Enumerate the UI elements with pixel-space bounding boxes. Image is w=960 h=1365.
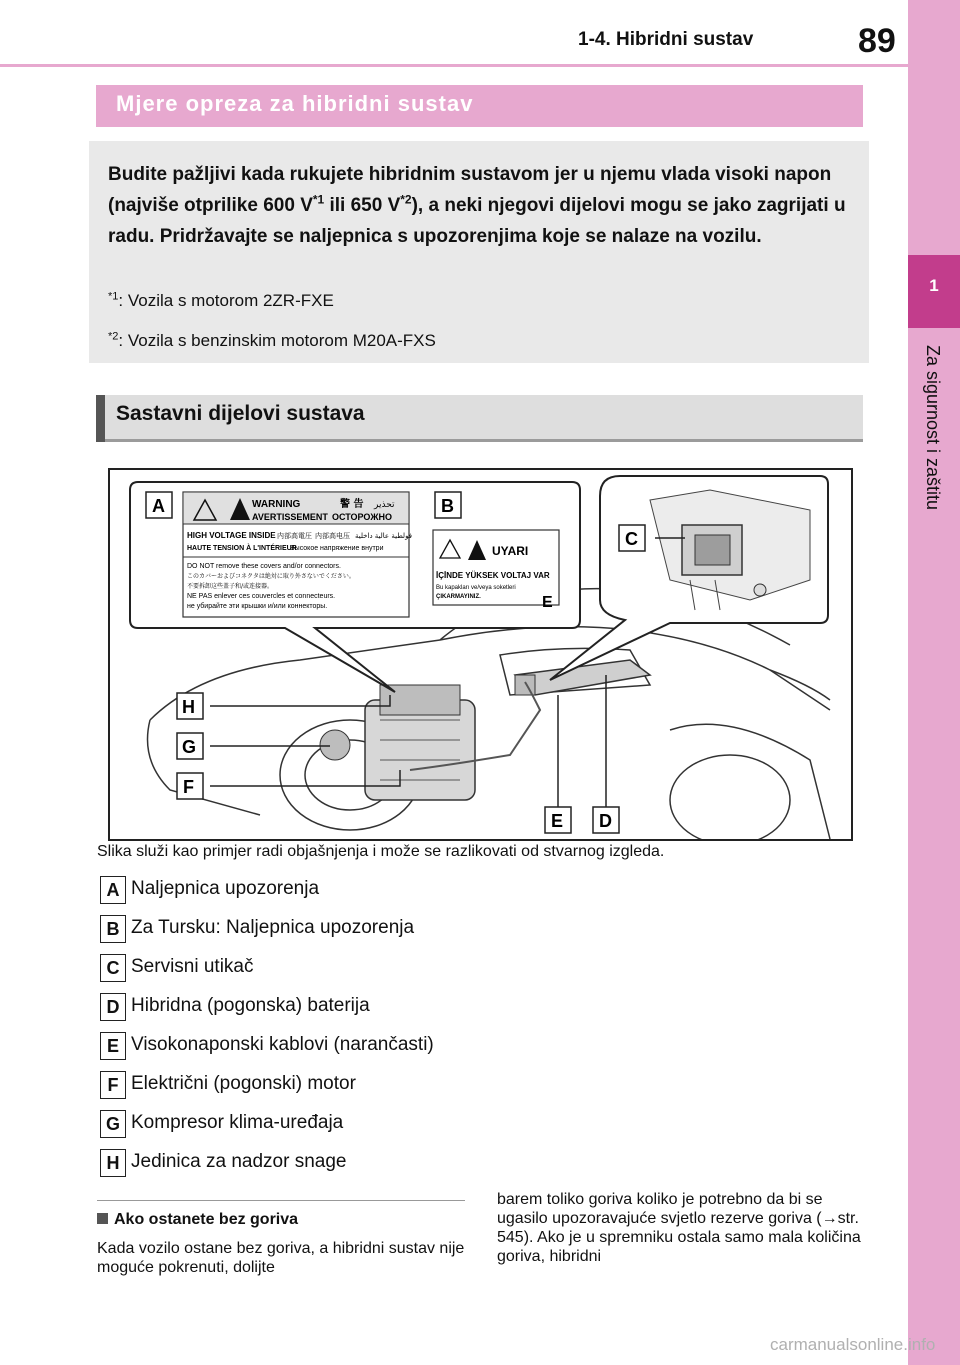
callout-b: B: [441, 496, 454, 516]
running-header: 1-4. Hibridni sustav: [578, 29, 754, 50]
fuel-text-left: Kada vozilo ostane bez goriva, a hibridni sustav nije moguće pokrenuti, dolijte: [97, 1240, 465, 1276]
section-heading-text: Sastavni dijelovi sustava: [116, 402, 365, 425]
svg-text:فولطية عالية داخلية: فولطية عالية داخلية: [355, 532, 413, 540]
header-rule: [0, 64, 908, 67]
callout-g: G: [182, 737, 197, 757]
page-ref-arrow-icon: →: [821, 1210, 838, 1227]
legend-text: Hibridna (pogonska) baterija: [131, 995, 370, 1016]
footnote-1: $^{*1}$: Vozila s motorom 2ZR-FXE: [108, 290, 334, 310]
svg-text:не убирайте эти крышки и/или к: не убирайте эти крышки и/или коннекторы.: [187, 603, 328, 610]
svg-text:İÇİNDE YÜKSEK VOLTAJ VAR: İÇİNDE YÜKSEK VOLTAJ VAR: [436, 571, 550, 580]
legend-letter: E: [100, 1032, 126, 1060]
legend-text: Kompresor klima-uređaja: [131, 1112, 344, 1133]
legend-text: Naljepnica upozorenja: [131, 878, 320, 899]
fuel-text-right: barem toliko goriva koliko je potrebno da bi se ugasilo upozoravajuće svjetlo rezerve goriva (→str. 545). Ako je u spremniku ostala samo mala količina goriva, hibridni: [497, 1191, 861, 1265]
section-heading-precautions: [96, 85, 863, 127]
chapter-side-tab: [908, 0, 960, 1365]
legend-text: Servisni utikač: [131, 956, 254, 977]
svg-text:NE PAS enlever ces couvercles: NE PAS enlever ces couvercles et connecteurs.: [187, 593, 336, 600]
legend-letter: C: [100, 954, 126, 982]
legend-letter: F: [100, 1071, 126, 1099]
label-a-bubble: [130, 482, 580, 692]
chapter-title-vertical: [912, 345, 956, 585]
legend-text: Visokonaponski kablovi (narančasti): [131, 1034, 434, 1055]
svg-text:تحذير: تحذير: [374, 500, 395, 510]
figure-caption: Slika služi kao primjer radi objašnjenja i može se razlikovati od stvarnog izgleda.: [97, 843, 665, 860]
square-bullet-icon: [97, 1213, 108, 1224]
legend-letter: H: [100, 1149, 126, 1177]
legend-letter: G: [100, 1110, 126, 1138]
legend-item: [100, 1110, 660, 1140]
svg-text:AVERTISSEMENT: AVERTISSEMENT: [252, 512, 328, 522]
column-rule: [97, 1200, 465, 1201]
legend-item: [100, 993, 660, 1023]
chapter-number: 1: [929, 276, 939, 295]
legend-text: Za Tursku: Naljepnica upozorenja: [131, 917, 415, 938]
svg-text:このカバーおよびコネクタは絶対に取り外さないでください。: このカバーおよびコネクタは絶対に取り外さないでください。: [187, 573, 355, 580]
svg-text:Bu kapakları ve/veya soketleri: Bu kapakları ve/veya soketleri: [436, 585, 516, 591]
legend-item: [100, 1071, 660, 1101]
legend-item: [100, 915, 660, 945]
watermark: carmanualsonline.info: [770, 1335, 936, 1354]
legend-item: [100, 954, 660, 984]
legend-letter: D: [100, 993, 126, 1021]
callout-c: C: [625, 529, 638, 549]
svg-text:HIGH VOLTAGE INSIDE: HIGH VOLTAGE INSIDE: [187, 531, 276, 540]
footnote-2: $^{*2}$: Vozila s benzinskim motorom M20A-FXS: [108, 330, 436, 350]
caution-box: [89, 141, 869, 363]
svg-text:UYARI: UYARI: [492, 544, 529, 558]
svg-text:警 告: 警 告: [340, 499, 364, 510]
svg-text:内部高电压: 内部高电压: [315, 532, 350, 540]
callout-h: H: [182, 697, 195, 717]
svg-text:ÇIKARMAYINIZ.: ÇIKARMAYINIZ.: [436, 594, 481, 600]
callout-e: E: [551, 811, 564, 831]
page-number: 89: [858, 22, 896, 60]
svg-text:Высокое напряжение внутри: Высокое напряжение внутри: [290, 545, 384, 552]
svg-text:DO NOT remove these covers and: DO NOT remove these covers and/or connectors.: [187, 563, 341, 570]
legend-letter: B: [100, 915, 126, 943]
svg-text:WARNING: WARNING: [252, 499, 301, 510]
svg-text:内部高電圧: 内部高電圧: [277, 532, 312, 540]
car-illustration: [110, 470, 851, 839]
svg-text:HAUTE TENSION À L'INTÉRIEUR: HAUTE TENSION À L'INTÉRIEUR: [187, 545, 297, 552]
caution-text: Budite pažljivi kada rukujete hibridnim sustavom jer u njemu vlada visoki napon (najviše otprilike 600 $V^{*1}$ ili 650 $V^{*2}$), a neki njegovi dijelovi mogu se jako zagrijati u radu. Pridržavajte se naljepnica s upozorenjima koje se nalaze na vozilu.: [108, 164, 846, 247]
legend-text: Električni (pogonski) motor: [131, 1073, 356, 1094]
legend-letter: A: [100, 876, 126, 904]
section-heading-components: [96, 395, 863, 442]
service-plug-bubble: [550, 476, 828, 680]
fuel-subheading: Ako ostanete bez goriva: [97, 1211, 298, 1229]
system-components-figure: [108, 468, 853, 841]
svg-text:ОСТОРОЖНО: ОСТОРОЖНО: [332, 512, 392, 522]
callout-d: D: [599, 811, 612, 831]
engine-assembly: [320, 685, 475, 800]
svg-text:不要拆卸这些盖子和/或连接器。: 不要拆卸这些盖子和/或连接器。: [187, 583, 274, 590]
chapter-title-text: Za sigurnost i zaštitu: [923, 345, 943, 511]
legend-item: [100, 1032, 660, 1062]
section-accent-bar: [96, 395, 105, 442]
legend-item: [100, 1149, 660, 1179]
legend-text: Jedinica za nadzor snage: [131, 1151, 347, 1172]
section-heading-text: Mjere opreza za hibridni sustav: [116, 91, 474, 116]
callout-f: F: [183, 777, 194, 797]
callout-e-small: E: [542, 594, 553, 611]
legend-item: [100, 876, 660, 906]
callout-a: A: [152, 496, 165, 516]
